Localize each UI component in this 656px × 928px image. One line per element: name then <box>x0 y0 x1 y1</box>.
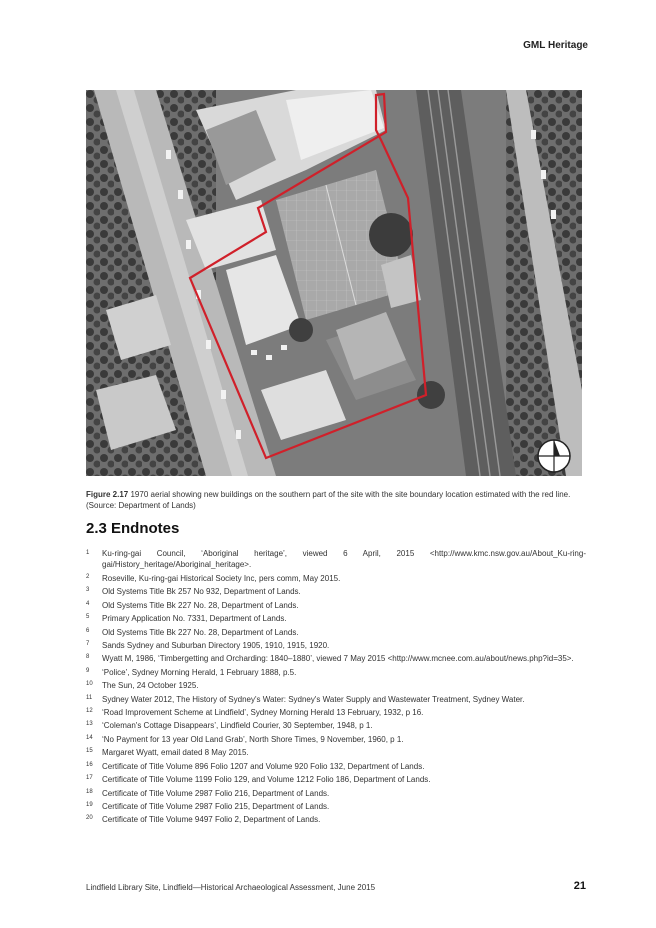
endnote-number: 16 <box>86 761 93 768</box>
endnote-number: 13 <box>86 721 93 728</box>
endnote-number: 5 <box>86 614 90 621</box>
endnote-text: Certificate of Title Volume 9497 Folio 2, Department of Lands. <box>102 815 321 825</box>
aerial-photograph <box>86 90 582 476</box>
endnote-item <box>86 639 586 652</box>
endnote-item <box>86 813 586 826</box>
aerial-image <box>86 90 582 476</box>
endnote-item <box>86 773 586 786</box>
endnote-text: Old Systems Title Bk 257 No 932, Department of Lands. <box>102 587 301 597</box>
north-arrow-icon <box>538 440 570 472</box>
footer-title: Lindfield Library Site, Lindfield—Historical Archaeological Assessment, June 2015 <box>86 883 376 892</box>
endnote-number: 19 <box>86 801 93 808</box>
endnote-text: Old Systems Title Bk 227 No. 28, Department of Lands. <box>102 627 299 637</box>
endnote-text: Certificate of Title Volume 2987 Folio 215, Department of Lands. <box>102 801 330 811</box>
endnote-number: 7 <box>86 641 90 648</box>
endnote-number: 17 <box>86 775 93 782</box>
endnote-text: Wyatt M, 1986, ‘Timbergetting and Orcharding: 1840–1880’, viewed 7 May 2015 <http://www.mcnee.com.au/about/news.php?id=35>. <box>102 654 574 664</box>
endnotes-list <box>86 548 586 827</box>
endnote-item <box>86 572 586 585</box>
header-org: GML Heritage <box>523 40 588 51</box>
endnote-number: 4 <box>86 600 90 607</box>
figure-caption-text: 1970 aerial showing new buildings on the southern part of the site with the site boundary location estimated with the red line. <box>130 490 571 499</box>
section-title: 2.3 Endnotes <box>86 520 180 537</box>
endnote-item <box>86 787 586 800</box>
endnote-number: 6 <box>86 627 90 634</box>
endnote-item <box>86 706 586 719</box>
endnote-text: Roseville, Ku-ring-gai Historical Society Inc, pers comm, May 2015. <box>102 574 341 583</box>
endnote-text: The Sun, 24 October 1925. <box>102 681 199 691</box>
endnote-number: 3 <box>86 587 90 594</box>
endnote-text: Margaret Wyatt, email dated 8 May 2015. <box>102 748 249 758</box>
endnote-text: ‘Road Improvement Scheme at Lindfield’, Sydney Morning Herald 13 February, 1932, p 16. <box>102 708 424 718</box>
page-number: 21 <box>573 880 586 892</box>
endnote-item <box>86 693 586 706</box>
endnote-number: 9 <box>86 667 90 674</box>
endnote-item <box>86 760 586 773</box>
endnote-item <box>86 599 586 612</box>
figure-source: (Source: Department of Lands) <box>86 501 196 510</box>
endnote-item <box>86 548 586 570</box>
endnote-number: 12 <box>86 708 93 715</box>
endnote-number: 20 <box>86 815 93 822</box>
endnote-number: 2 <box>86 574 90 580</box>
endnote-text: Ku-ring-gai Council, ‘Aboriginal heritage’, viewed 6 April, 2015 <http://www.kmc.nsw.gov.au/About_Ku-ring-gai/History_heritage/Aboriginal_heritage>. <box>102 549 586 569</box>
endnote-number: 10 <box>86 681 93 688</box>
endnote-number: 15 <box>86 748 93 755</box>
endnote-text: Sands Sydney and Suburban Directory 1905, 1910, 1915, 1920. <box>102 641 330 651</box>
endnote-item <box>86 626 586 639</box>
endnote-item <box>86 800 586 813</box>
endnote-number: 8 <box>86 654 90 661</box>
endnote-text: Primary Application No. 7331, Department of Lands. <box>102 614 287 624</box>
endnote-text: Certificate of Title Volume 1199 Folio 129, and Volume 1212 Folio 186, Department of Lands. <box>102 775 431 785</box>
figure-label: Figure 2.17 <box>86 490 129 499</box>
endnote-text: Sydney Water 2012, The History of Sydney's Water: Sydney's Water Supply and Wastewater Treatment, Sydney Water. <box>102 694 525 704</box>
endnote-item <box>86 612 586 625</box>
endnote-text: Certificate of Title Volume 896 Folio 1207 and Volume 920 Folio 132, Department of Lands. <box>102 761 425 771</box>
endnote-number: 1 <box>86 550 90 556</box>
endnote-item <box>86 585 586 598</box>
endnote-number: 18 <box>86 788 93 795</box>
endnote-item <box>86 733 586 746</box>
endnote-text: ‘No Payment for 13 year Old Land Grab’, North Shore Times, 9 November, 1960, p 1. <box>102 734 404 744</box>
endnote-item <box>86 652 586 665</box>
endnote-text: Certificate of Title Volume 2987 Folio 216, Department of Lands. <box>102 788 330 798</box>
endnote-item <box>86 746 586 759</box>
endnote-number: 11 <box>86 694 93 701</box>
endnote-text: ‘Police’, Sydney Morning Herald, 1 February 1888, p.5. <box>102 667 297 677</box>
endnote-number: 14 <box>86 734 93 741</box>
endnote-item <box>86 679 586 692</box>
figure-caption <box>86 489 586 511</box>
endnote-text: Old Systems Title Bk 227 No. 28, Department of Lands. <box>102 600 299 610</box>
endnote-item <box>86 719 586 732</box>
endnote-item <box>86 666 586 679</box>
endnote-text: ‘Coleman's Cottage Disappears’, Lindfield Courier, 30 September, 1948, p 1. <box>102 721 373 731</box>
